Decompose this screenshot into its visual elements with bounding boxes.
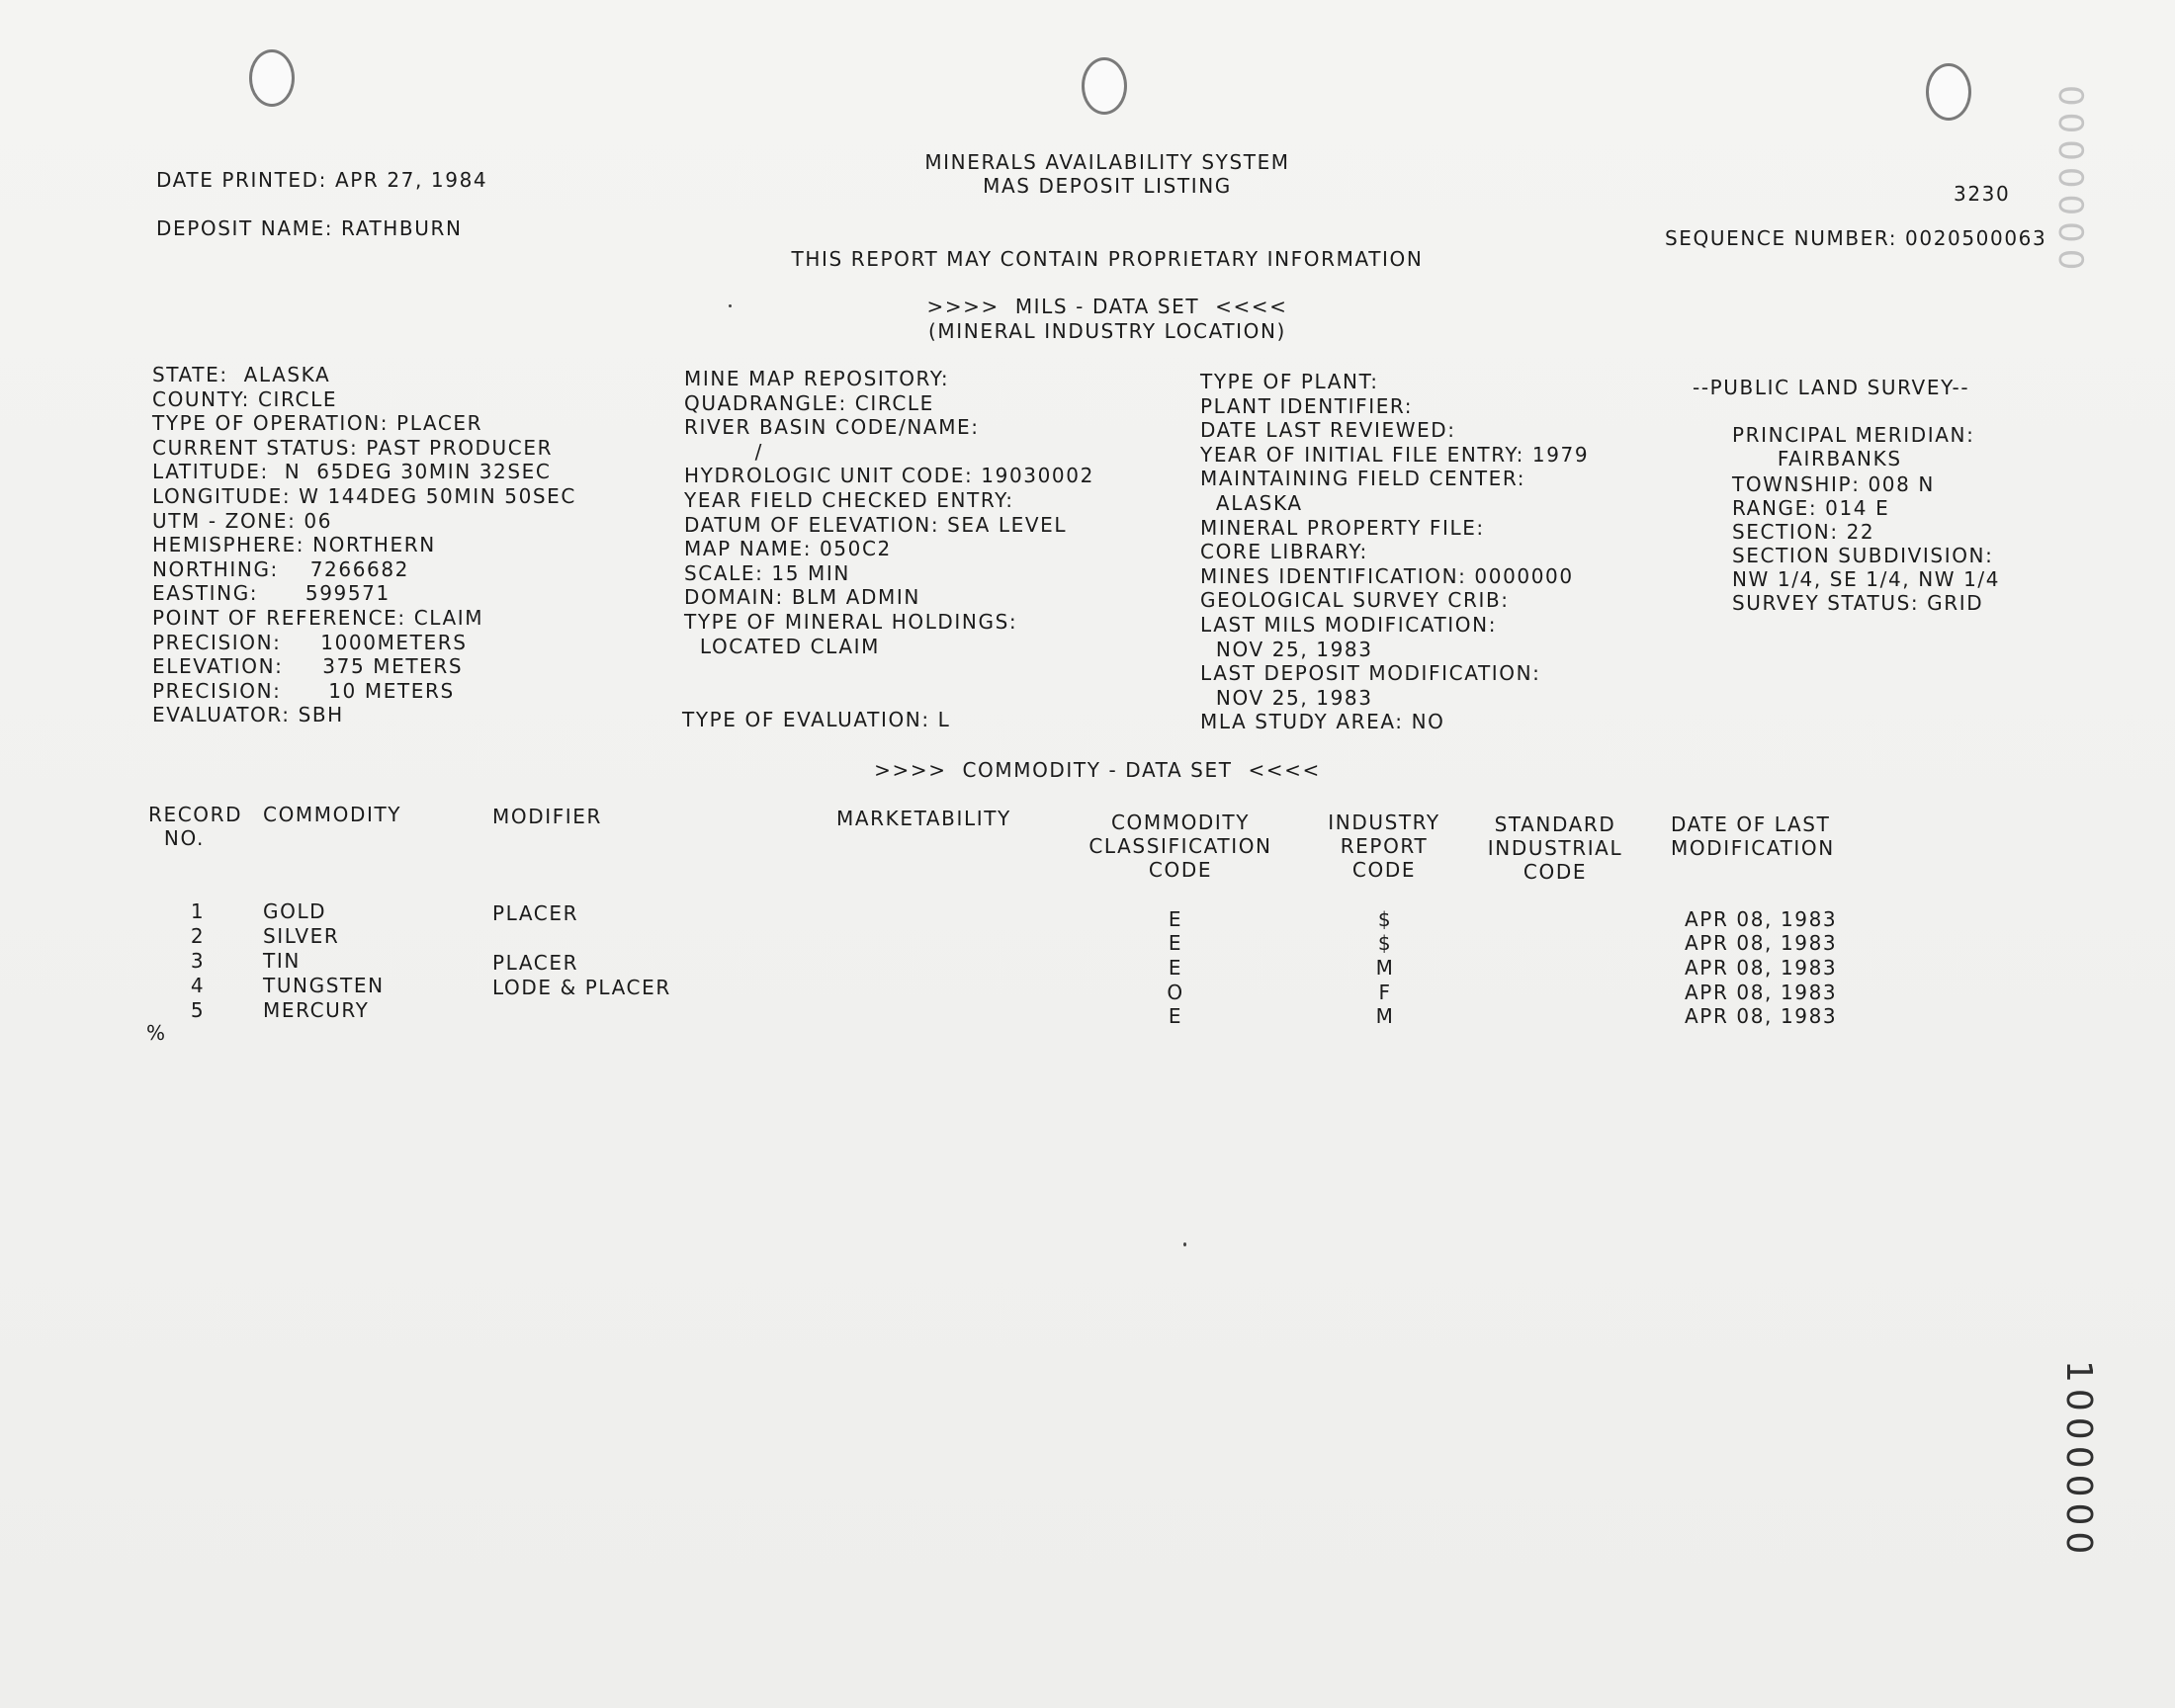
col1-line: PRECISION: 1000METERS: [152, 630, 468, 654]
land-survey-line: TOWNSHIP: 008 N: [1732, 472, 1935, 496]
classification-code: E: [1168, 907, 1183, 931]
industry-report-code: F: [1378, 981, 1392, 1004]
land-survey-line: SECTION SUBDIVISION:: [1732, 544, 1994, 567]
header-modifier: MODIFIER: [492, 805, 603, 828]
last-modification-date: APR 08, 1983: [1685, 981, 1838, 1004]
land-survey-line: SURVEY STATUS: GRID: [1732, 591, 1984, 615]
col2-line: DOMAIN: BLM ADMIN: [684, 585, 920, 610]
classification-code: E: [1168, 956, 1183, 980]
mils-heading: >>>> MILS - DATA SET <<<<: [926, 295, 1288, 318]
col2-line: HYDROLOGIC UNIT CODE: 19030002: [684, 464, 1094, 488]
public-land-survey-heading: --PUBLIC LAND SURVEY--: [1693, 376, 1970, 399]
date-printed: DATE PRINTED: APR 27, 1984: [156, 168, 488, 192]
col3-line: DATE LAST REVIEWED:: [1200, 418, 1456, 443]
land-survey-line: RANGE: 014 E: [1732, 496, 1890, 520]
commodity-name: TIN: [263, 949, 301, 973]
col3-line: LAST MILS MODIFICATION:: [1200, 613, 1498, 637]
end-of-listing-mark: %: [146, 1021, 167, 1045]
sequence-number: SEQUENCE NUMBER: 0020500063: [1665, 226, 2047, 250]
header-marketability: MARKETABILITY: [836, 807, 1011, 830]
header-record-no: RECORD NO.: [148, 803, 243, 850]
last-modification-date: APR 08, 1983: [1685, 1004, 1838, 1028]
col2-line: YEAR FIELD CHECKED ENTRY:: [684, 488, 1014, 512]
col2-line: MINE MAP REPOSITORY:: [684, 367, 950, 390]
industry-report-code: $: [1377, 907, 1393, 931]
paper-speck: [729, 304, 732, 307]
last-modification-date: APR 08, 1983: [1685, 956, 1838, 980]
commodity-modifier: PLACER: [492, 951, 579, 975]
classification-code: E: [1168, 1004, 1183, 1028]
commodity-name: MERCURY: [263, 998, 370, 1022]
col3-line: CORE LIBRARY:: [1200, 540, 1368, 564]
col1-line: HEMISPHERE: NORTHERN: [152, 533, 436, 557]
mils-subheading: (MINERAL INDUSTRY LOCATION): [928, 319, 1286, 343]
col1-line: COUNTY: CIRCLE: [152, 386, 338, 411]
col1-line: EVALUATOR: SBH: [152, 703, 344, 727]
commodity-heading: >>>> COMMODITY - DATA SET <<<<: [874, 758, 1321, 782]
report-title: MINERALS AVAILABILITY SYSTEM: [924, 150, 1290, 174]
col1-line: PRECISION: 10 METERS: [152, 678, 455, 703]
record-no: 2: [190, 924, 206, 948]
proprietary-notice: THIS REPORT MAY CONTAIN PROPRIETARY INFORMATION: [791, 247, 1424, 271]
col1-line: NORTHING: 7266682: [152, 556, 409, 581]
col3-line: NOV 25, 1983: [1200, 685, 1373, 710]
land-survey-line: SECTION: 22: [1732, 520, 1875, 544]
last-modification-date: APR 08, 1983: [1685, 907, 1838, 931]
page-number: 3230: [1954, 182, 2011, 206]
header-standard-industrial-code: STANDARD INDUSTRIAL CODE: [1487, 812, 1623, 884]
col3-line: MINES IDENTIFICATION: 0000000: [1200, 563, 1574, 588]
classification-code: O: [1167, 981, 1184, 1004]
land-survey-line: NW 1/4, SE 1/4, NW 1/4: [1732, 567, 2001, 591]
report-subtitle: MAS DEPOSIT LISTING: [983, 174, 1232, 198]
col1-line: STATE: ALASKA: [152, 363, 331, 386]
header-commodity: COMMODITY: [263, 803, 402, 826]
col2-line: LOCATED CLAIM: [684, 634, 880, 658]
col1-line: LONGITUDE: W 144DEG 50MIN 50SEC: [152, 484, 576, 508]
industry-report-code: M: [1375, 956, 1395, 980]
col3-line: GEOLOGICAL SURVEY CRIB:: [1200, 588, 1510, 613]
col3-line: MLA STUDY AREA: NO: [1200, 710, 1445, 734]
col3-line: NOV 25, 1983: [1200, 637, 1373, 661]
record-no: 4: [190, 974, 206, 997]
commodity-name: GOLD: [263, 899, 327, 923]
industry-report-code: $: [1377, 931, 1393, 955]
type-of-evaluation: TYPE OF EVALUATION: L: [682, 708, 951, 731]
margin-stamp-top: 0000000: [2050, 85, 2090, 277]
deposit-name: DEPOSIT NAME: RATHBURN: [156, 216, 463, 240]
col2-line: MAP NAME: 050C2: [684, 537, 892, 561]
col1-line: POINT OF REFERENCE: CLAIM: [152, 606, 484, 630]
classification-code: E: [1168, 931, 1183, 955]
land-survey-line: PRINCIPAL MERIDIAN:: [1732, 423, 1975, 447]
paper-speck: [1183, 1242, 1186, 1246]
col1-line: LATITUDE: N 65DEG 30MIN 32SEC: [152, 460, 552, 484]
margin-stamp-bottom: 1000000: [2058, 1360, 2099, 1561]
col1-line: CURRENT STATUS: PAST PRODUCER: [152, 435, 554, 460]
land-survey-line: FAIRBANKS: [1762, 447, 1902, 470]
col2-line: /: [684, 439, 763, 464]
col1-line: ELEVATION: 375 METERS: [152, 654, 464, 679]
commodity-modifier: LODE & PLACER: [492, 976, 671, 999]
record-no: 3: [190, 949, 206, 973]
commodity-name: TUNGSTEN: [263, 974, 385, 997]
col3-line: LAST DEPOSIT MODIFICATION:: [1200, 661, 1541, 686]
col2-line: TYPE OF MINERAL HOLDINGS:: [684, 610, 1018, 634]
col1-line: UTM - ZONE: 06: [152, 508, 333, 533]
col3-line: YEAR OF INITIAL FILE ENTRY: 1979: [1200, 442, 1590, 467]
industry-report-code: M: [1375, 1004, 1395, 1028]
header-date-last-modification: DATE OF LAST MODIFICATION: [1671, 812, 1835, 860]
col3-line: MINERAL PROPERTY FILE:: [1200, 515, 1485, 540]
commodity-name: SILVER: [263, 924, 340, 948]
col3-line: ALASKA: [1200, 491, 1303, 515]
header-industry-report-code: INDUSTRY REPORT CODE: [1328, 811, 1440, 882]
col1-line: TYPE OF OPERATION: PLACER: [152, 411, 483, 436]
col3-line: MAINTAINING FIELD CENTER:: [1200, 467, 1526, 491]
col2-line: QUADRANGLE: CIRCLE: [684, 390, 934, 415]
record-no: 1: [190, 899, 206, 923]
col3-line: PLANT IDENTIFIER:: [1200, 393, 1414, 418]
col1-line: EASTING: 599571: [152, 581, 391, 606]
record-no: 5: [190, 998, 206, 1022]
commodity-modifier: PLACER: [492, 901, 579, 925]
col3-line: TYPE OF PLANT:: [1200, 370, 1379, 393]
col2-line: DATUM OF ELEVATION: SEA LEVEL: [684, 512, 1068, 537]
col2-line: RIVER BASIN CODE/NAME:: [684, 415, 980, 440]
last-modification-date: APR 08, 1983: [1685, 931, 1838, 955]
header-classification-code: COMMODITY CLASSIFICATION CODE: [1088, 811, 1272, 882]
col2-line: SCALE: 15 MIN: [684, 560, 850, 585]
